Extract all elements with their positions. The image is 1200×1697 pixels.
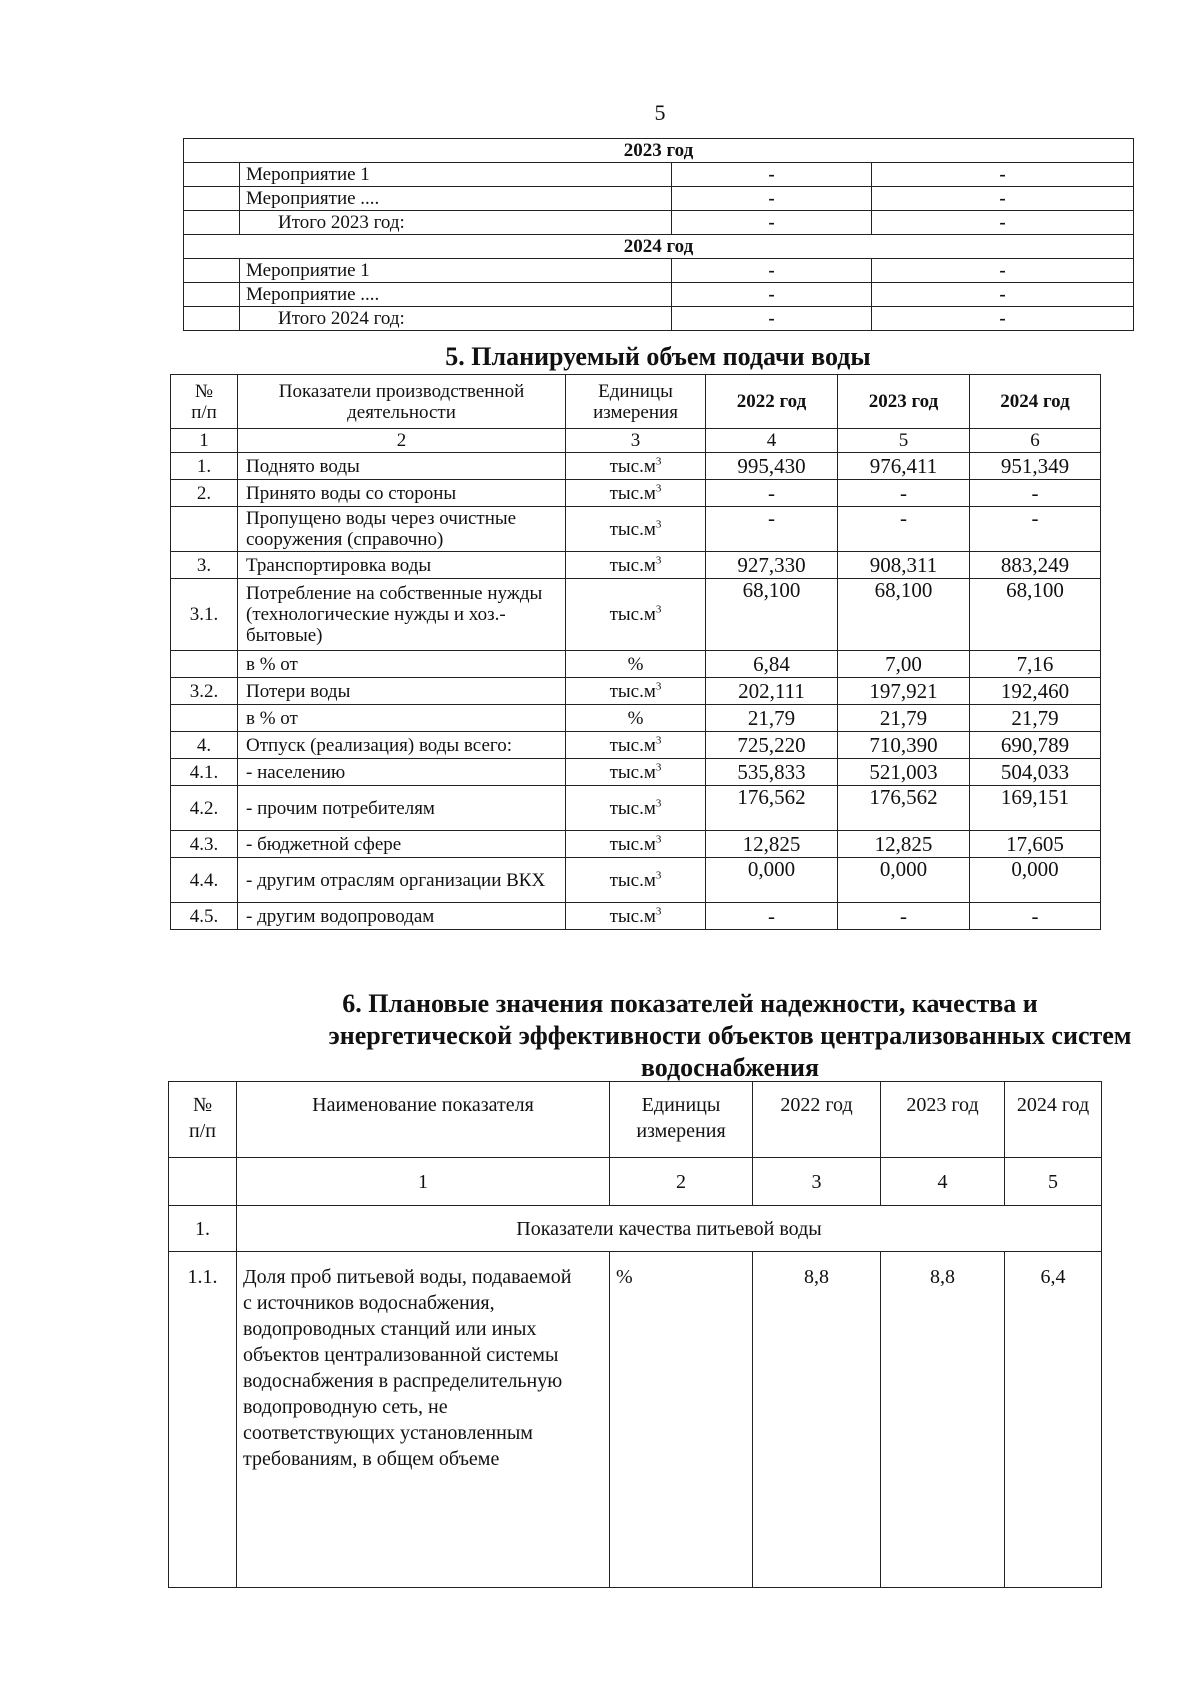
col-number: 6 [970, 429, 1101, 453]
event-value: - [872, 163, 1134, 187]
row-value-2024: 883,249 [970, 552, 1101, 579]
row-unit-superscript: 3 [655, 797, 662, 810]
row-indicator: Потребление на собственные нужды (технологические нужды и хоз.-бытовые) [238, 579, 566, 651]
table-row [171, 579, 1101, 651]
table-row [171, 903, 1101, 930]
section6-title-line3: водоснабжения [640, 1053, 820, 1082]
table-row [171, 678, 1101, 705]
row-value-2024: 21,79 [970, 705, 1101, 732]
row-num: 3. [171, 552, 238, 579]
table-row [184, 163, 1134, 187]
row-unit [566, 480, 706, 507]
row-unit-superscript: 3 [655, 680, 662, 693]
event-name: Мероприятие 1 [240, 259, 672, 283]
row-value-2023: 521,003 [838, 759, 970, 786]
row-unit [566, 786, 706, 831]
col-header-indicator: Наименование показателя [237, 1082, 610, 1158]
row-value-2024: - [970, 507, 1101, 552]
row-unit [566, 858, 706, 903]
row-unit-text: % [627, 707, 644, 729]
row-value-2022: 6,84 [706, 651, 838, 678]
row-num [171, 507, 238, 552]
event-name: Мероприятие 1 [240, 163, 672, 187]
row-indicator: Транспортировка воды [238, 552, 566, 579]
water-supply-table [170, 374, 1101, 930]
event-value: - [672, 283, 872, 307]
table-row [184, 187, 1134, 211]
table-row [171, 732, 1101, 759]
row-value-2022: 21,79 [706, 705, 838, 732]
row-unit [566, 651, 706, 678]
row-value-2024: 169,151 [970, 786, 1101, 831]
col-header-2024: 2024 год [970, 375, 1101, 429]
section6-title-line1: 6. Плановые значения показателей надежности, качества и [342, 989, 1038, 1018]
col-header-2023: 2023 год [838, 375, 970, 429]
row-value-2024: 0,000 [970, 858, 1101, 903]
table-row [184, 259, 1134, 283]
col-header-2024: 2024 год [1005, 1082, 1102, 1158]
section6-title-line2: энергетической эффективности объектов централизованных систем [328, 1021, 1132, 1050]
group-num: 1. [169, 1206, 237, 1252]
row-unit [566, 507, 706, 552]
row-value-2022: - [706, 507, 838, 552]
row-value-2023: 197,921 [838, 678, 970, 705]
row-num: 3.2. [171, 678, 238, 705]
table-row [171, 858, 1101, 903]
row-unit [566, 552, 706, 579]
row-value-2023: - [838, 903, 970, 930]
row-value-2022: 68,100 [706, 579, 838, 651]
col-number: 3 [566, 429, 706, 453]
row-value-2022: 176,562 [706, 786, 838, 831]
row-indicator: в % от [238, 705, 566, 732]
row-num: 1. [171, 453, 238, 480]
row-unit-text: тыс.м [609, 482, 656, 504]
row-value-2022: 12,825 [706, 831, 838, 858]
event-name: Мероприятие .... [240, 187, 672, 211]
row-unit-text: тыс.м [609, 604, 656, 625]
event-value: - [872, 259, 1134, 283]
event-value: - [672, 163, 872, 187]
row-unit [566, 903, 706, 930]
table-row [171, 552, 1101, 579]
table-row [171, 705, 1101, 732]
row-value-2022: 995,430 [706, 453, 838, 480]
table-header-row [171, 375, 1101, 429]
row-num [171, 651, 238, 678]
row-value-2023: 710,390 [838, 732, 970, 759]
col-header-unit: Единицы измерения [566, 375, 706, 429]
row-value-2023: 176,562 [838, 786, 970, 831]
table-row [184, 283, 1134, 307]
row-num: 1.1. [169, 1252, 237, 1588]
row-value-2023: 7,00 [838, 651, 970, 678]
col-number: 4 [706, 429, 838, 453]
row-value-2023: 908,311 [838, 552, 970, 579]
col-number: 2 [610, 1158, 753, 1206]
table-row [171, 786, 1101, 831]
row-indicator: - другим отраслям организации ВКХ [238, 858, 566, 903]
col-header-num: № п/п [171, 375, 238, 429]
row-unit-text: % [627, 653, 644, 675]
row-unit [566, 705, 706, 732]
row-unit-superscript: 3 [655, 833, 662, 846]
row-value-2022: 725,220 [706, 732, 838, 759]
row-value-2022: 202,111 [706, 678, 838, 705]
water-supply-body [171, 453, 1101, 930]
row-indicator: - прочим потребителям [238, 786, 566, 831]
table-row [171, 759, 1101, 786]
row-num: 2. [171, 480, 238, 507]
year-label-2024: 2024 год [184, 235, 1134, 259]
row-indicator: Потери воды [238, 678, 566, 705]
column-number-row [169, 1158, 1102, 1206]
group-row [169, 1206, 1102, 1252]
year-row-2024 [184, 235, 1134, 259]
row-value-2022: 0,000 [706, 858, 838, 903]
col-header-2022: 2022 год [753, 1082, 881, 1158]
row-unit [566, 732, 706, 759]
row-value-2023: - [838, 480, 970, 507]
event-name: Мероприятие .... [240, 283, 672, 307]
row-unit [566, 759, 706, 786]
col-number: 1 [171, 429, 238, 453]
row-indicator: Пропущено воды через очистные сооружения (справочно) [238, 507, 566, 552]
row-value-2023: 21,79 [838, 705, 970, 732]
col-number: 3 [753, 1158, 881, 1206]
row-unit-superscript: 3 [655, 482, 662, 495]
row-indicator: - другим водопроводам [238, 903, 566, 930]
table-row [171, 453, 1101, 480]
events-table [183, 138, 1134, 331]
col-header-unit: Единицы измерения [610, 1082, 753, 1158]
row-unit-superscript: 3 [655, 761, 662, 774]
event-value: - [872, 283, 1134, 307]
row-unit-superscript: 3 [655, 518, 662, 531]
col-number: 2 [238, 429, 566, 453]
table-row [171, 480, 1101, 507]
table-row [171, 507, 1101, 552]
row-value-2023: 12,825 [838, 831, 970, 858]
row-unit-text: тыс.м [609, 761, 656, 783]
row-num: 4.1. [171, 759, 238, 786]
col-header-2022: 2022 год [706, 375, 838, 429]
col-number: 5 [1005, 1158, 1102, 1206]
row-unit [566, 678, 706, 705]
group-title: Показатели качества питьевой воды [237, 1206, 1102, 1252]
row-value-2022: 535,833 [706, 759, 838, 786]
table-header-row [169, 1082, 1102, 1158]
col-number: 4 [881, 1158, 1005, 1206]
column-number-row [171, 429, 1101, 453]
table-row [171, 651, 1101, 678]
table-row [171, 831, 1101, 858]
section5-title: 5. Планируемый объем подачи воды [445, 342, 871, 371]
row-indicator: в % от [238, 651, 566, 678]
row-unit-text: тыс.м [609, 734, 656, 756]
row-unit-text: тыс.м [609, 554, 656, 576]
col-number: 1 [237, 1158, 610, 1206]
row-unit-superscript: 3 [655, 455, 662, 468]
event-value: - [872, 211, 1134, 235]
row-num: 4.2. [171, 786, 238, 831]
event-value: - [872, 187, 1134, 211]
row-value-2024: 7,16 [970, 651, 1101, 678]
row-value-2022: - [706, 480, 838, 507]
event-value: - [672, 307, 872, 331]
row-value-2022: 8,8 [753, 1252, 881, 1588]
event-value: - [672, 211, 872, 235]
row-value-2022: 927,330 [706, 552, 838, 579]
row-unit [566, 453, 706, 480]
row-unit-text: тыс.м [609, 797, 656, 819]
row-unit-text: тыс.м [609, 833, 656, 855]
row-indicator: Принято воды со стороны [238, 480, 566, 507]
row-unit [566, 831, 706, 858]
row-indicator: - бюджетной сфере [238, 831, 566, 858]
page-number: 5 [654, 100, 666, 125]
row-num: 4.3. [171, 831, 238, 858]
row-value-2024: 504,033 [970, 759, 1101, 786]
col-header-num: № п/п [169, 1082, 237, 1158]
row-value-2024: 17,605 [970, 831, 1101, 858]
event-value: - [672, 259, 872, 283]
row-num: 4. [171, 732, 238, 759]
row-unit-superscript: 3 [655, 869, 662, 882]
row-num: 4.5. [171, 903, 238, 930]
year-label-2023: 2023 год [184, 139, 1134, 163]
row-value-2023: 976,411 [838, 453, 970, 480]
row-indicator: Поднято воды [238, 453, 566, 480]
section6-title [180, 988, 1200, 1084]
row-value-2022: - [706, 903, 838, 930]
table-row [169, 1252, 1102, 1588]
row-unit-text: тыс.м [609, 518, 656, 540]
event-total: Итого 2023 год: [240, 211, 672, 235]
table-row [184, 307, 1134, 331]
row-unit-text: тыс.м [609, 455, 656, 477]
row-num: 4.4. [171, 858, 238, 903]
row-indicator: Доля проб питьевой воды, подаваемой с источников водоснабжения, водопроводных станций или иных объектов централизованной системы водоснабжения в распределительную водопроводную сеть, не соответствующих установленным требованиям, в общем объеме [237, 1252, 610, 1588]
row-num: 3.1. [171, 579, 238, 651]
year-row-2023 [184, 139, 1134, 163]
row-value-2024: 68,100 [970, 579, 1101, 651]
indicators-table [168, 1081, 1102, 1588]
row-unit-superscript: 3 [655, 905, 662, 918]
event-value: - [672, 187, 872, 211]
event-total: Итого 2024 год: [240, 307, 672, 331]
col-header-indicator: Показатели производственной деятельности [238, 375, 566, 429]
row-value-2024: - [970, 903, 1101, 930]
row-unit-text: тыс.м [609, 905, 656, 927]
row-value-2024: - [970, 480, 1101, 507]
row-value-2023: - [838, 507, 970, 552]
row-value-2023: 0,000 [838, 858, 970, 903]
row-value-2024: 951,349 [970, 453, 1101, 480]
row-unit: % [610, 1252, 753, 1588]
row-unit-superscript: 3 [655, 603, 662, 616]
table-row [184, 211, 1134, 235]
col-header-2023: 2023 год [881, 1082, 1005, 1158]
row-unit [566, 579, 706, 651]
row-num [171, 705, 238, 732]
event-value: - [872, 307, 1134, 331]
row-value-2024: 6,4 [1005, 1252, 1102, 1588]
row-unit-superscript: 3 [655, 554, 662, 567]
col-number: 5 [838, 429, 970, 453]
row-value-2024: 690,789 [970, 732, 1101, 759]
row-value-2023: 8,8 [881, 1252, 1005, 1588]
row-value-2024: 192,460 [970, 678, 1101, 705]
row-unit-superscript: 3 [655, 734, 662, 747]
row-unit-text: тыс.м [609, 680, 656, 702]
row-indicator: Отпуск (реализация) воды всего: [238, 732, 566, 759]
row-value-2023: 68,100 [838, 579, 970, 651]
row-unit-text: тыс.м [609, 869, 656, 891]
row-indicator: - населению [238, 759, 566, 786]
